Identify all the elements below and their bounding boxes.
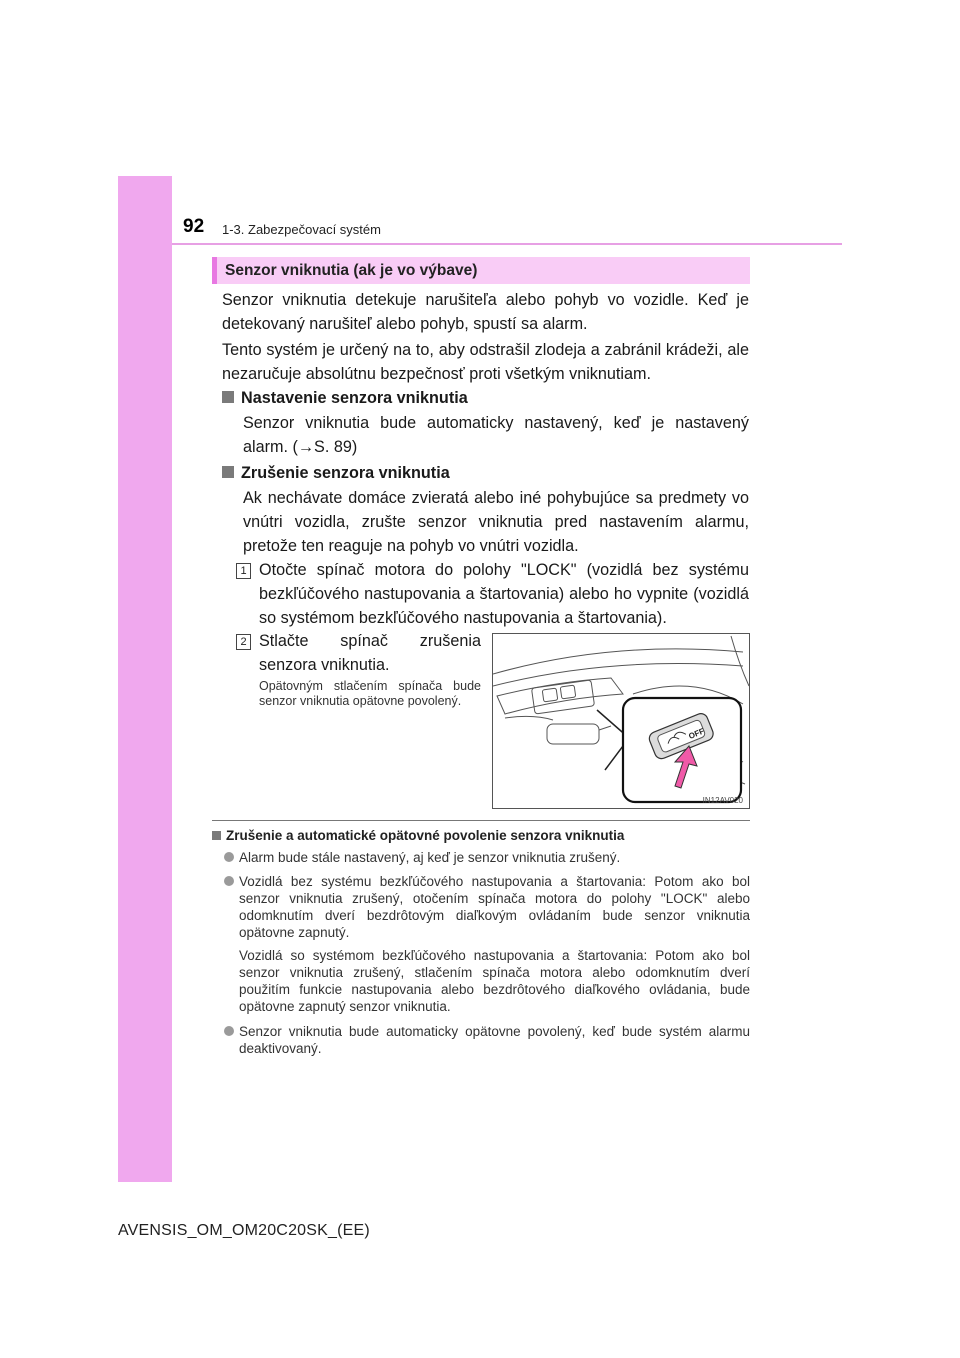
section-heading-box: Senzor vniknutia (ak je vo výbave) — [212, 257, 750, 284]
cancel-paragraph: Ak nechávate domáce zvieratá alebo iné pohybujúce sa predmety vo vnútri vozidla, zrušte senzor vniknutia pred nastavením alarmu, pretože ten reaguje na pohyb vo vnútri vozidla. — [243, 489, 749, 555]
footer-document-code: AVENSIS_OM_OM20C20SK_(EE) — [118, 1222, 370, 1239]
square-bullet-icon — [222, 391, 234, 403]
note-bullet-1-text: Alarm bude stále nastavený, aj keď je senzor vniknutia zrušený. — [239, 850, 621, 865]
page-number: 92 — [183, 216, 205, 237]
figure-code: IN12AV020 — [702, 796, 743, 805]
note-bullet-3 — [224, 1023, 750, 1057]
setting-paragraph: Senzor vniknutia bude automaticky nastavený, keď je nastavený alarm. (→S. 89) — [243, 414, 749, 456]
circle-bullet-icon — [224, 876, 234, 886]
setting-heading — [222, 386, 468, 410]
circle-bullet-icon — [224, 1026, 234, 1036]
step-2-note: Opätovným stlačením spínača bude senzor vniknutia opätovne povolený. — [259, 679, 481, 708]
off-button-label: OFF — [687, 726, 706, 741]
overhead-console-illustration — [493, 634, 749, 808]
step-number-2: 2 — [236, 634, 251, 650]
section-title: 1-3. Zabezpečovací systém — [222, 222, 381, 237]
header-rule — [172, 243, 842, 245]
notes-divider — [212, 820, 750, 821]
square-bullet-icon — [222, 466, 234, 478]
notes-heading — [212, 828, 624, 843]
note-bullet-2 — [224, 873, 750, 941]
step-1-text: Otočte spínač motora do polohy "LOCK" (vozidlá bez systému bezkľúčového nastupovania a štartovania) alebo ho vypnite (vozidlá so systémom bezkľúčového nastupovania a štartovania). — [259, 561, 749, 627]
intro-paragraph-1: Senzor vniknutia detekuje narušiteľa alebo pohyb vo vozidle. Keď je detekovaný narušiteľ alebo pohyb, spustí sa alarm. — [222, 291, 749, 333]
side-color-strip — [118, 176, 172, 1182]
square-bullet-icon — [212, 831, 221, 840]
note-bullet-2-subparagraph: Vozidlá so systémom bezkľúčového nastupovania a štartovania: Potom ako bol senzor vniknutia zrušený, stlačením spínača motora alebo odomknutím dverí použitím funkcie nastupovania alebo bezdrôtového diaľkového ovládania, bude opätovne zapnutý senzor vniknutia. — [239, 948, 750, 1014]
setting-heading-text: Nastavenie senzora vniknutia — [241, 389, 468, 407]
overhead-console-figure — [492, 633, 750, 809]
note-bullet-3-text: Senzor vniknutia bude automaticky opätovne povolený, keď bude systém alarmu deaktivovaný. — [239, 1024, 750, 1056]
step-number-1: 1 — [236, 563, 251, 579]
notes-heading-text: Zrušenie a automatické opätovné povolenie senzora vniknutia — [226, 828, 625, 843]
intro-paragraph-2: Tento systém je určený na to, aby odstrašil zlodeja a zabránil krádeži, ale nezaručuje absolútnu bezpečnosť proti všetkým vniknutiam. — [222, 341, 749, 383]
note-bullet-2-text: Vozidlá bez systému bezkľúčového nastupovania a štartovania: Potom ako bol senzor vniknutia zrušený, otočením spínača motora do polohy "LOCK" alebo odomknutím dverí bezdrôtovým diaľkovým ovládaním bude senzor vniknutia opätovne zapnutý. — [239, 874, 750, 940]
cancel-heading-text: Zrušenie senzora vniknutia — [241, 464, 450, 482]
note-bullet-1 — [224, 849, 750, 866]
circle-bullet-icon — [224, 852, 234, 862]
cancel-heading — [222, 461, 450, 485]
step-2-text: Stlačte spínač zrušenia senzora vniknutia. — [259, 632, 481, 674]
